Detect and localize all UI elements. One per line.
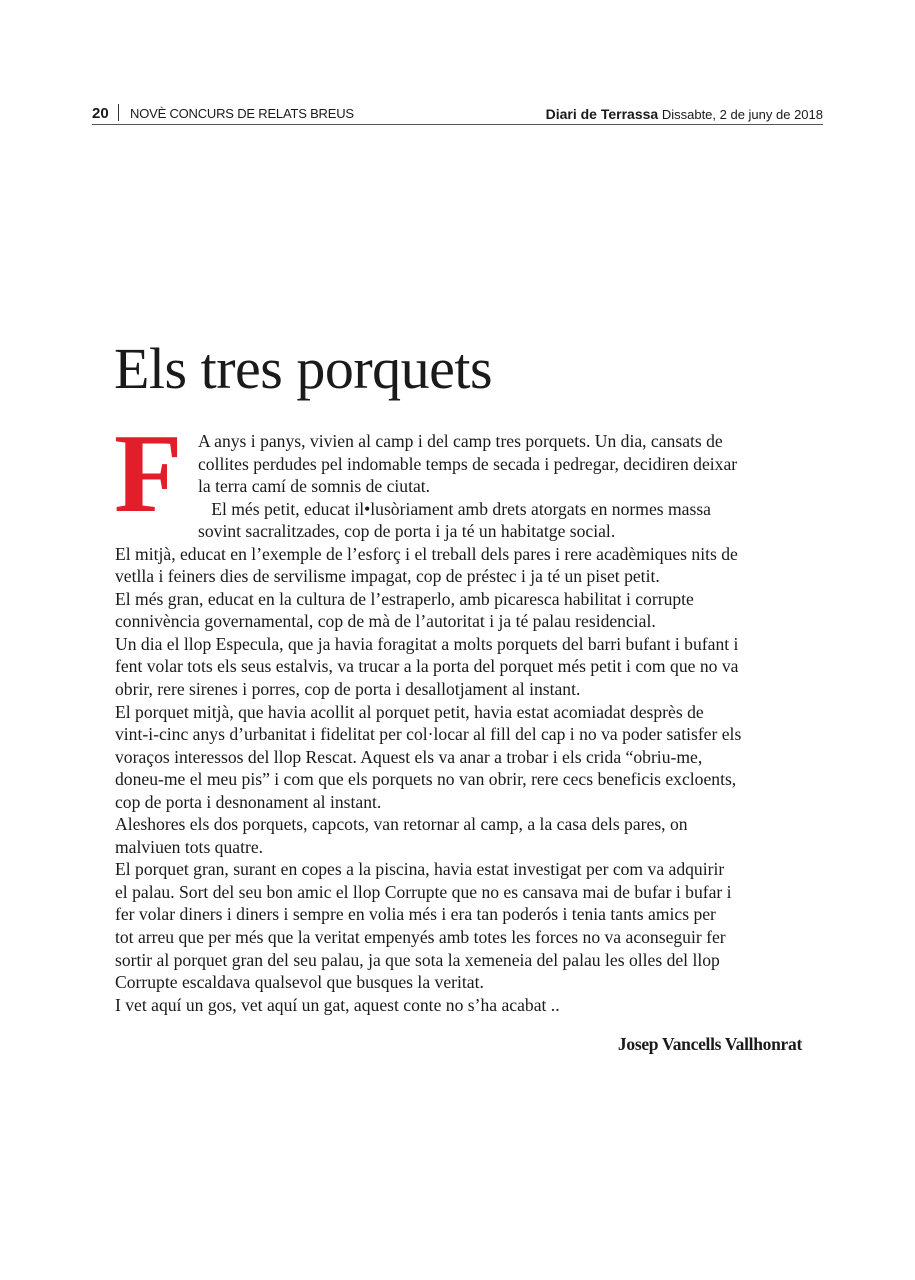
text-line: doneu-me el meu pis” i com que els porquets no van obrir, rere cecs beneficis excloents, xyxy=(115,769,737,790)
page-header xyxy=(92,104,823,125)
text-line: tot arreu que per més que la veritat empenyés amb totes les forces no va aconseguir fer xyxy=(115,927,726,948)
text-line: fer volar diners i diners i sempre en volia més i era tan poderós i tenia tants amics per xyxy=(115,904,716,925)
text-line: vetlla i feiners dies de servilisme impagat, cop de préstec i ja té un piset petit. xyxy=(115,566,660,587)
text-line: la terra camí de somnis de ciutat. xyxy=(198,476,431,497)
article-title: Els tres porquets xyxy=(114,336,493,401)
text-line: sortir al porquet gran del seu palau, ja que sota la xemeneia del palau les olles del llop xyxy=(115,949,720,970)
text-line: vint-i-cinc anys d’urbanitat i fidelitat per col·locar al fill del cap i no va poder satisfer els xyxy=(115,724,742,745)
text-line: Aleshores els dos porquets, capcots, van retornar al camp, a la casa dels pares, on xyxy=(115,814,688,835)
text-line: voraços interessos del llop Rescat. Aquest els va anar a trobar i els crida “obriu-me, xyxy=(115,746,703,767)
text-line: sovint sacralitzades, cop de porta i ja té un habitatge social. xyxy=(198,521,616,542)
issue-date: Dissabte, 2 de juny de 2018 xyxy=(661,107,823,122)
text-line: Un dia el llop Especula, que ja havia foragitat a molts porquets del barri bufant i bufant i xyxy=(115,633,739,654)
header-right xyxy=(546,106,823,122)
text-line: El mitjà, educat en l’exemple de l’esforç i el treball dels pares i rere acadèmiques nits de xyxy=(115,543,738,564)
article-intro xyxy=(115,430,803,543)
newspaper-name: Diari de Terrassa xyxy=(545,106,659,122)
text-line: El més petit, educat il•lusòriament amb drets atorgats en normes massa xyxy=(198,498,711,519)
section-title: NOVÈ CONCURS DE RELATS BREUS xyxy=(130,106,354,121)
text-line: El porquet mitjà, que havia acollit al porquet petit, havia estat acomiadat desprès de xyxy=(115,701,704,722)
header-divider xyxy=(118,104,119,121)
text-line: El porquet gran, surant en copes a la piscina, havia estat investigat per com va adquirir xyxy=(115,859,725,880)
article-body xyxy=(115,430,803,1016)
text-line: obrir, rere sirenes i porres, cop de porta i desallotjament al instant. xyxy=(115,679,581,700)
text-line: A anys i panys, vivien al camp i del camp tres porquets. Un dia, cansats de xyxy=(198,431,723,451)
text-line: fent volar tots els seus estalvis, va trucar a la porta del porquet més petit i com que no va xyxy=(115,656,739,677)
text-line: I vet aquí un gos, vet aquí un gat, aquest conte no s’ha acabat .. xyxy=(115,994,560,1015)
drop-cap: F xyxy=(114,412,183,536)
page-number: 20 xyxy=(92,105,109,122)
text-line: el palau. Sort del seu bon amic el llop Corrupte que no es cansava mai de bufar i bufar i xyxy=(115,881,732,902)
text-line: collites perdudes pel indomable temps de secada i pedregar, decidiren deixar xyxy=(198,453,738,474)
text-line: Corrupte escaldava qualsevol que busques la veritat. xyxy=(115,972,484,993)
text-line: connivència governamental, cop de mà de l’autoritat i ja té palau residencial. xyxy=(115,611,656,632)
article-text xyxy=(115,543,803,1016)
text-line: malviuen tots quatre. xyxy=(115,836,264,857)
text-line: El més gran, educat en la cultura de l’estraperlo, amb picaresca habilitat i corrupte xyxy=(115,588,694,609)
text-line: cop de porta i desnonament al instant. xyxy=(115,791,382,812)
article-author: Josep Vancells Vallhonrat xyxy=(617,1034,802,1054)
